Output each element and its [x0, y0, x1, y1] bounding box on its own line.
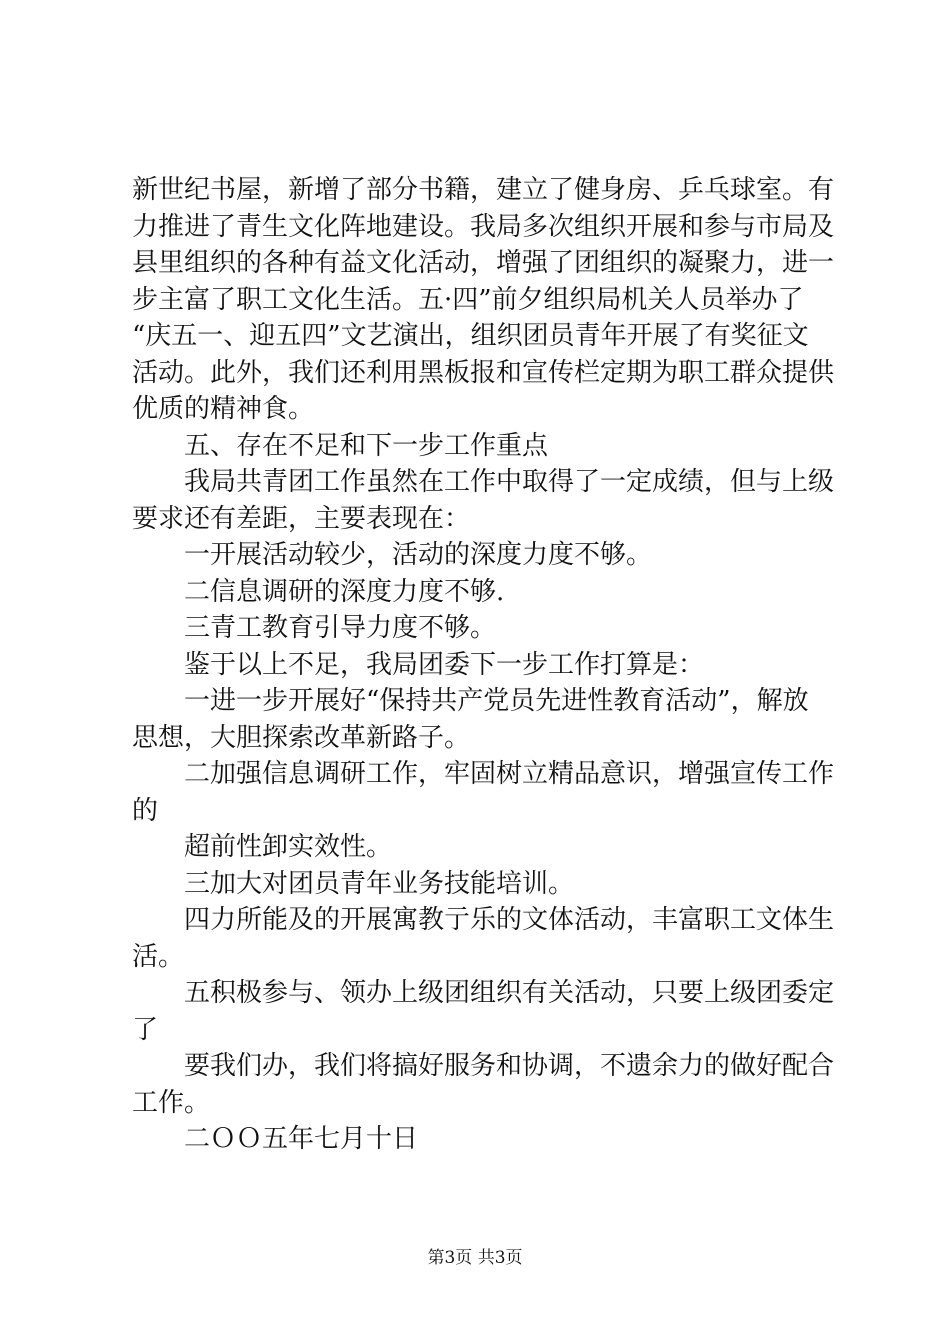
- text-line: 要我们办，我们将搞好服务和协调，不遗余力的做好配合: [184, 1051, 835, 1081]
- text-line: 我局共青团工作虽然在工作中取得了一定成绩，但与上级: [184, 467, 835, 497]
- text-line: 鉴于以上不足，我局团委下一步工作打算是：: [184, 649, 705, 680]
- page-footer: 第3页 共3页: [427, 1248, 523, 1268]
- text-line: 步主富了职工文化生活。五·四”前夕组织局机关人员举办了: [132, 284, 804, 315]
- text-line: 力推进了青生文化阵地建设。我局多次组织开展和参与市局及: [132, 211, 835, 242]
- text-line: 的: [132, 795, 159, 826]
- text-line: 五、存在不足和下一步工作重点: [184, 430, 549, 461]
- text-line: 优质的精神食。: [132, 394, 315, 424]
- text-line: 四力所能及的开展寓教亍乐的文体活动，丰富职工文体生: [184, 905, 835, 935]
- text-line: “庆五一、迎五四”文艺演出，组织团员青年开展了有奖征文: [132, 321, 809, 351]
- text-line: 二加强信息调研工作，牢固树立精品意识，增强宣传工作: [184, 759, 835, 789]
- text-line: 一开展活动较少，活动的深度力度不够。: [184, 540, 653, 570]
- text-line: 三青工教育引导力度不够。: [184, 613, 497, 643]
- text-line: 五积极参与、领办上级团组织有关活动，只要上级团委定: [184, 978, 835, 1008]
- text-line: 工作。: [132, 1087, 211, 1118]
- text-line: 三加大对团员青年业务技能培训。: [184, 868, 575, 899]
- text-line: 县里组织的各种有益文化活动，增强了团组织的凝聚力，进一: [132, 248, 835, 278]
- text-line: 二ＯＯ五年七月十日: [184, 1124, 419, 1154]
- text-line: 要求还有差距，主要表现在：: [132, 503, 471, 534]
- document-body: [132, 172, 835, 1158]
- text-line: 超前性卸实效性。: [184, 832, 393, 862]
- text-line: 了: [132, 1014, 159, 1045]
- text-line: 一进一步开展好“保持共产党员先进性教育活动”，解放: [184, 686, 809, 716]
- text-line: 思想，大胆探索改革新路子。: [132, 722, 471, 753]
- text-line: 二信息调研的深度力度不够.: [184, 576, 505, 607]
- text-line: 活。: [132, 941, 185, 972]
- text-line: 新世纪书屋，新增了部分书籍，建立了健身房、乒乓球室。有: [132, 175, 835, 205]
- text-line: 活动。此外，我们还利用黑板报和宣传栏定期为职工群众提供: [132, 357, 835, 388]
